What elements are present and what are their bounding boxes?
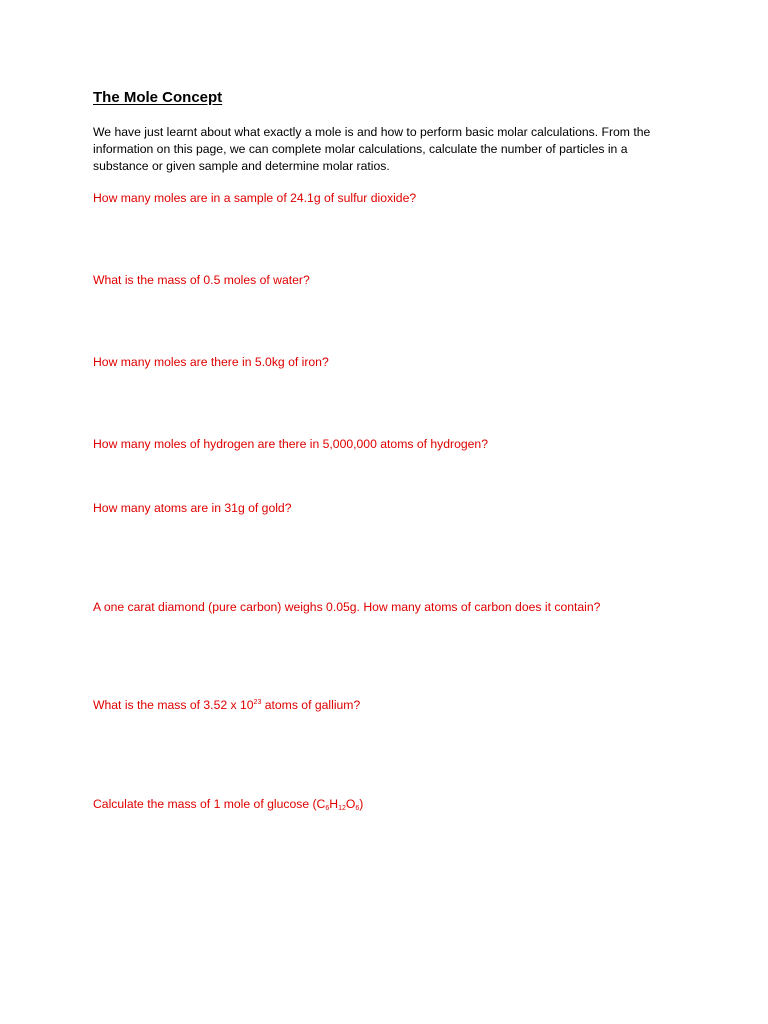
question-1: How many moles are in a sample of 24.1g of sulfur dioxide? (93, 191, 417, 205)
question-7-exponent: 23 (253, 699, 262, 706)
question-8 (93, 796, 363, 812)
question-5: How many atoms are in 31g of gold? (93, 501, 292, 515)
question-8-subscript-carbon: 6 (325, 805, 330, 812)
question-4: How many moles of hydrogen are there in 5,000,000 atoms of hydrogen? (93, 437, 488, 451)
question-6: A one carat diamond (pure carbon) weighs 0.05g. How many atoms of carbon does it contain? (93, 600, 601, 614)
question-8-text-end: ) (359, 797, 364, 811)
question-8-oxygen: O (345, 797, 356, 811)
question-8-text-start: Calculate the mass of 1 mole of glucose (C (93, 797, 326, 811)
question-8-subscript-hydrogen: 12 (338, 805, 346, 812)
page-title: The Mole Concept (93, 89, 223, 106)
question-7 (93, 697, 360, 713)
question-7-text-start: What is the mass of 3.52 x 10 (93, 698, 254, 712)
question-8-subscript-oxygen: 6 (355, 805, 360, 812)
question-7-text-end: atoms of gallium? (261, 698, 361, 712)
question-8-hydrogen: H (329, 797, 339, 811)
question-3: How many moles are there in 5.0kg of iron? (93, 355, 329, 369)
intro-paragraph: We have just learnt about what exactly a mole is and how to perform basic molar calculations. From the information on this page, we can complete molar calculations, calculate the number of particles in a substance or given sample and determine molar ratios. (93, 125, 651, 173)
question-2: What is the mass of 0.5 moles of water? (93, 273, 310, 287)
